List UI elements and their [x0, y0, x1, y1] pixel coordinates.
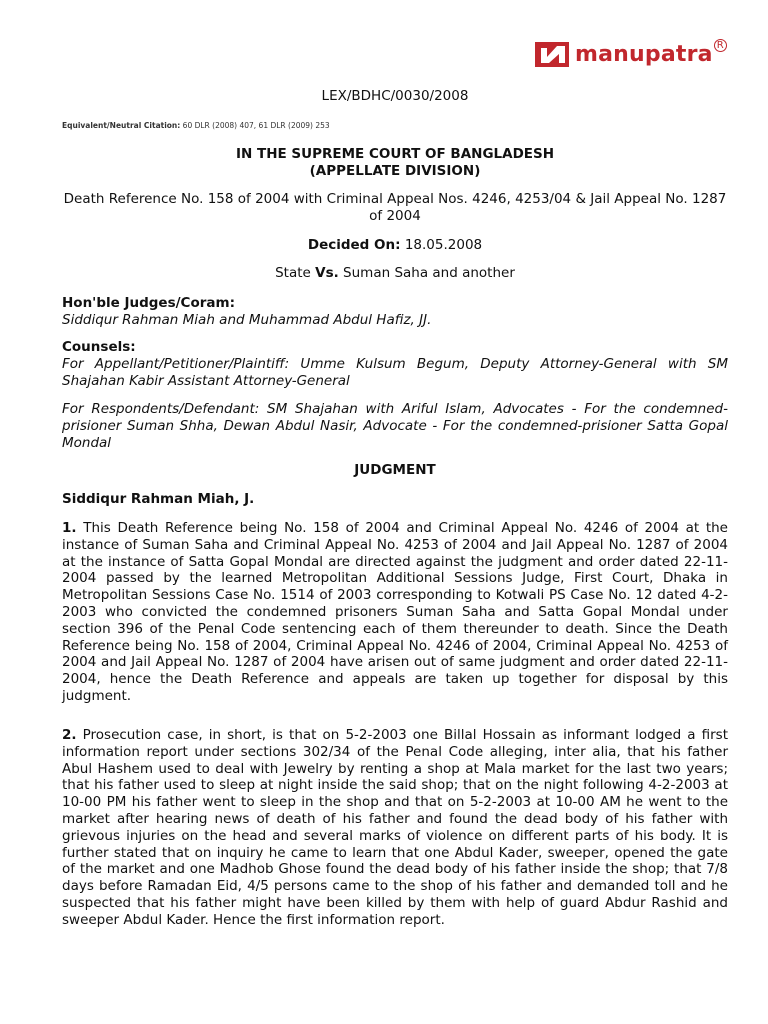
paragraph-number: 2. — [62, 727, 77, 743]
brand-name: manupatra — [575, 41, 713, 67]
judgment-heading: JUDGMENT — [354, 462, 436, 478]
paragraph-text: Prosecution case, in short, is that on 5-2-2003 one Billal Hossain as informant lodged a first information report under sections 302/34 of the Penal Code alleging, inter alia, that his father Abul Hashem used to deal with Jewelry by renting a shop at Mala market for the last two years; that his father used to sleep at night inside the said shop; that on the night following 4-2-2003 at 10-00 PM his father went to sleep in the shop and that on 5-2-2003 at 10-00 AM he went to the market after hearing news of death of his father and found the dead body of his father with grievous injuries on the head and several marks of violence on different parts of his body. It is further stated that on inquiry he came to learn that one Abdul Kader, sweeper, opened the gate of the market and one Madhob Ghose found the dead body of his father inside the shop; that 7/8 days before Ramadan Eid, 4/5 persons came to the shop of his father and demanded toll and he suspected that his father might have been killed by them with help of guard Abdur Rashid and sweeper Abdul Kader. Hence the first information report. — [62, 727, 728, 928]
versus: Vs. — [315, 265, 339, 281]
judgment-paragraph — [62, 520, 728, 705]
judges-names: Siddiqur Rahman Miah and Muhammad Abdul Hafiz, JJ. — [62, 312, 432, 328]
court-line-1: IN THE SUPREME COURT OF BANGLADESH — [235, 146, 555, 162]
manupatra-logo-icon — [535, 39, 571, 69]
counsels-heading: Counsels: — [62, 339, 136, 355]
decided-date: 18.05.2008 — [404, 237, 483, 253]
case-parties — [62, 265, 728, 281]
court-title — [62, 146, 728, 180]
registered-mark: R — [714, 39, 727, 52]
counsel-respondent: For Respondents/Defendant: SM Shajahan with Ariful Islam, Advocates - For the condemned-prisioner Suman Shha, Dewan Abdul Nasir, Advocate - For the condemned-prisioner Satta Gopal Mondal — [62, 401, 728, 451]
decided-label: Decided On: — [307, 237, 401, 253]
court-line-2: (APPELLATE DIVISION) — [309, 163, 481, 179]
counsel-appellant: For Appellant/Petitioner/Plaintiff: Umme Kulsum Begum, Deputy Attorney-General with SM Shajahan Kabir Assistant Attorney-General — [62, 356, 728, 389]
equivalent-citation-label: Equivalent/Neutral Citation: — [62, 121, 181, 130]
judgment-author: Siddiqur Rahman Miah, J. — [62, 491, 255, 507]
paragraph-number: 1. — [62, 520, 77, 536]
decided-on — [62, 237, 728, 253]
judgment-paragraph — [62, 727, 728, 929]
equivalent-citation — [62, 121, 330, 130]
judges-heading: Hon'ble Judges/Coram: — [62, 295, 235, 311]
manupatra-logo — [535, 38, 727, 70]
case-reference: Death Reference No. 158 of 2004 with Criminal Appeal Nos. 4246, 4253/04 & Jail Appeal No. 1287 of 2004 — [63, 191, 727, 224]
party-a: State — [275, 265, 311, 281]
equivalent-citation-value: 60 DLR (2008) 407, 61 DLR (2009) 253 — [182, 121, 330, 130]
party-b: Suman Saha and another — [343, 265, 515, 281]
citation-id: LEX/BDHC/0030/2008 — [321, 88, 469, 104]
paragraph-text: This Death Reference being No. 158 of 2004 and Criminal Appeal No. 4246 of 2004 at the instance of Suman Saha and Criminal Appeal No. 4253 of 2004 and Jail Appeal No. 1287 of 2004 at the instance of Satta Gopal Mondal are directed against the judgment and order dated 22-11-2004 passed by the learned Metropolitan Additional Sessions Judge, First Court, Dhaka in Metropolitan Sessions Case No. 1514 of 2003 corresponding to Kotwali PS Case No. 12 dated 4-2-2003 who convicted the condemned prisoners Suman Saha and Satta Gopal Mondal under section 396 of the Penal Code sentencing each of them thereunder to death. Since the Death Reference being No. 158 of 2004, Criminal Appeal No. 4246 of 2004, Criminal Appeal No. 4253 of 2004 and Jail Appeal No. 1287 of 2004 have arisen out of same judgment and order dated 22-11-2004, hence the Death Reference and appeals are taken up together for disposal by this judgment. — [62, 520, 728, 704]
